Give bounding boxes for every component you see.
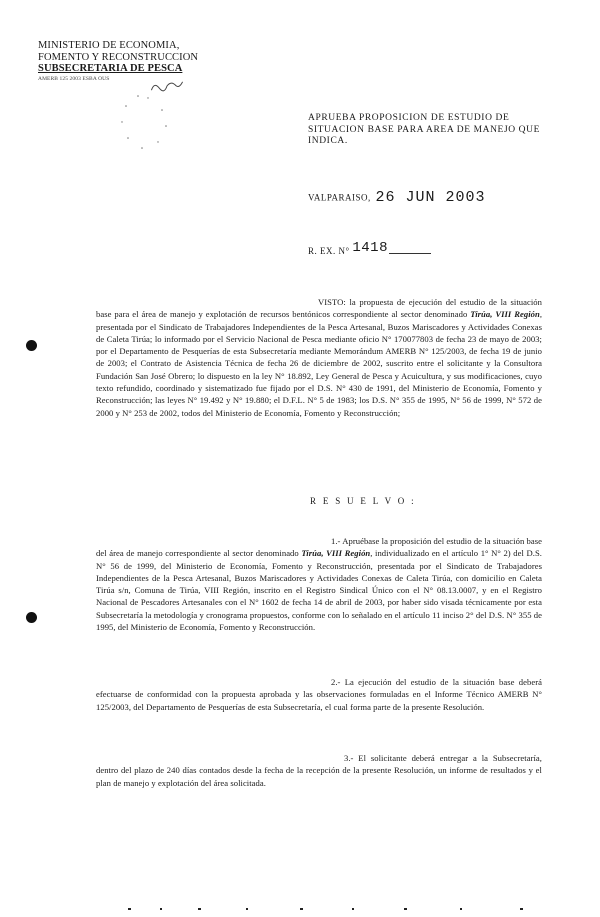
resuelvo-heading: R E S U E L V O : [310, 496, 416, 506]
visto-text-1: la propuesta de ejecución del estudio de la situación base para el área de manejo y explotación de recursos bentónicos correspondiente al sector denominado [96, 297, 542, 320]
item1-text-1: 1.- Apruébase la proposición del estudio de la situación base del área de manejo correspondiente al sector denominado [96, 536, 542, 559]
resolution-number-prefix: R. EX. N° [308, 246, 350, 256]
resolution-number: 1418 [352, 240, 388, 256]
letterhead-ministry-2: FOMENTO Y RECONSTRUCCION [38, 51, 199, 63]
letterhead-subsecretaria: SUBSECRETARIA DE PESCA [38, 63, 183, 74]
resolution-number-underline [389, 253, 431, 254]
scan-edge-marks [0, 906, 600, 912]
visto-lead: VISTO: [318, 297, 346, 307]
binder-hole-bottom [26, 612, 37, 623]
item1-place: Tirúa, VIII Región [301, 548, 371, 559]
visto-place: Tirúa, VIII Región [470, 309, 540, 320]
letterhead-ministry: MINISTERIO DE ECONOMIA, [38, 40, 180, 51]
dateline-date-stamp: 26 JUN 2003 [375, 189, 486, 206]
binder-hole-top [26, 340, 37, 351]
seal-impression-icon [118, 92, 173, 152]
resolution-item-3: 3.- El solicitante deberá entregar a la Subsecretaría, dentro del plazo de 240 días contados desde la fecha de la recepción de la presente Resolución, un informe de resultados y el plan de manejo y explotación del área solicitada. [96, 753, 542, 788]
resolution-item-2: 2.- La ejecución del estudio de la situación base deberá efectuarse de conformidad con la propuesta aprobada y las observaciones formuladas en el Informe Técnico AMERB N° 125/2003, del Departamento de Pesquerías de esta Subsecretaría, el cual forma parte de la presente Resolución. [96, 677, 542, 712]
resolution-number-line [308, 240, 431, 256]
dateline-city: VALPARAISO, [308, 192, 371, 203]
visto-paragraph [96, 296, 542, 419]
item1-text-2: , individualizado en el artículo 1° N° 2) del D.S. N° 56 de 1999, del Ministerio de Economía, Fomento y Reconstrucción, presentada por el Sindicato de Trabajadores Independientes de la Pesca Artesanal, Buzos Mariscadores y Actividades Conexas de Caleta Tirúa, con domicilio en Caleta Tirúa s/n, Comuna de Tirúa, VIII Región, inscrito en el Registro Sindical Único con el N° 08.13.0007, y en el Registro Nacional de Pescadores Artesanales con el N° 1602 de fecha 14 de abril de 2003, por haber sido visada técnicamente por esta Subsecretaría la metodología y cronograma propuestos, conforme con lo señalado en el artículo 11 inciso 2° del D.S. N° 355 de 1995, del Ministerio de Economía, Fomento y Reconstrucción. [96, 548, 542, 633]
resolution-item-1 [96, 535, 542, 633]
visto-text-2: , presentada por el Sindicato de Trabajadores Independientes de la Pesca Artesanal, Buzos Mariscadores y Actividades Conexas de Caleta Tirúa; lo informado por el Servicio Nacional de Pesca mediante oficio N° 170077803 de fecha 23 de mayo de 2003; por el Departamento de Pesquerías de esta Subsecretaría mediante Memorándum AMERB N° 125/2003, de fecha 19 de junio de 2003; el Contrato de Asistencia Técnica de fecha 26 de diciembre de 2002, suscrito entre el solicitante y la Consultora Fundación San José Obrero; lo dispuesto en la ley N° 18.892, Ley General de Pesca y Acuicultura, y sus modificaciones, cuyo texto refundido, coordinado y sistematizado fue fijado por el D.S. N° 430 de 1991, del Ministerio de Economía, Fomento y Reconstrucción; las leyes N° 19.492 y N° 19.880; el D.F.L. N° 5 de 1983; los D.S. N° 355 de 1995, N° 56 de 1999, N° 572 de 2000 y N° 253 de 2002, todos del Ministerio de Economía, Fomento y Reconstrucción; [96, 309, 543, 418]
dateline [308, 189, 486, 206]
letterhead-reference-code: AMERB 125 2003 ESBA OUS [38, 75, 110, 82]
resolution-subject: APRUEBA PROPOSICION DE ESTUDIO DE SITUACION BASE PARA AREA DE MANEJO QUE INDICA. [308, 113, 540, 146]
